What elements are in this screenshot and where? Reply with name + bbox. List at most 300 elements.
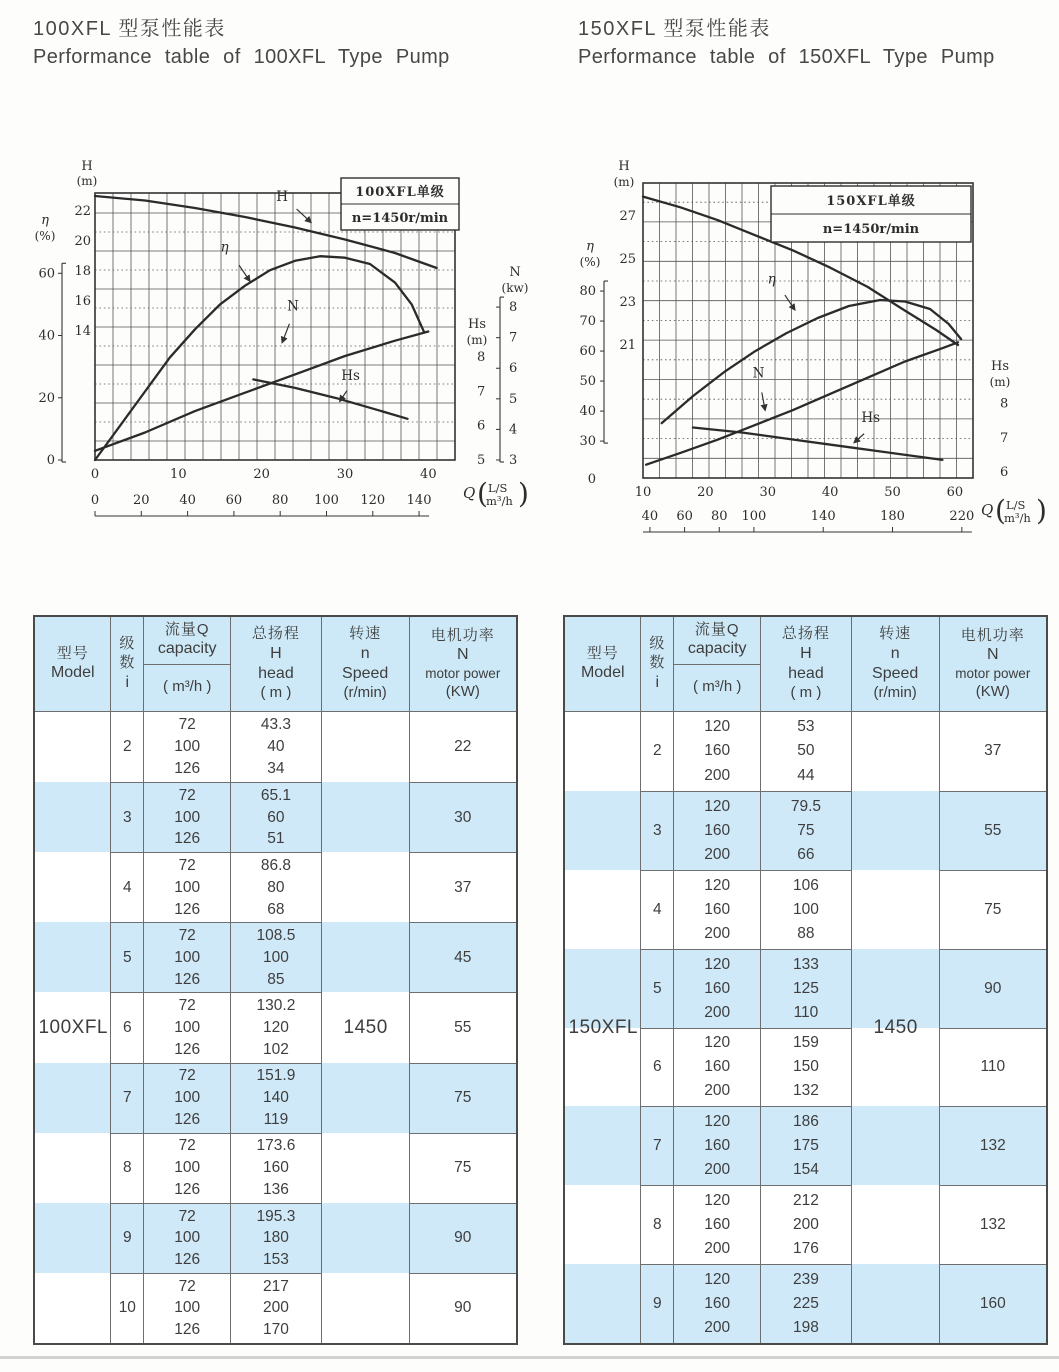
stage-group-row bbox=[565, 712, 1046, 791]
power-cell: 75 bbox=[410, 1063, 516, 1133]
speed-span-cell bbox=[322, 1203, 410, 1273]
capacity-value: 200 bbox=[704, 845, 731, 863]
stage-cell: 6 bbox=[641, 1028, 674, 1107]
head-values bbox=[231, 1063, 321, 1133]
head-value: 40 bbox=[267, 738, 285, 756]
model-span-cell bbox=[35, 1203, 111, 1273]
capacity-values bbox=[144, 1273, 231, 1343]
x-unit-m3h: m³/h bbox=[1004, 511, 1031, 525]
axis-tick-eta: 80 bbox=[579, 284, 596, 300]
stage-group-row bbox=[35, 852, 516, 922]
curve-label-Hs: Hs bbox=[341, 367, 360, 384]
stage-group-row bbox=[565, 1106, 1046, 1185]
axis-name-eta: η bbox=[586, 239, 594, 254]
axis-tick-N: 5 bbox=[509, 391, 518, 407]
svg-text:): ) bbox=[518, 477, 529, 510]
power-cell: 75 bbox=[940, 870, 1046, 949]
head-value: 60 bbox=[267, 808, 285, 826]
capacity-value: 72 bbox=[178, 1207, 196, 1225]
axis-tick-H: 25 bbox=[619, 251, 636, 267]
axis-tick-Hs: 7 bbox=[1000, 430, 1009, 446]
table-header-row bbox=[35, 617, 516, 712]
x-unit-ls: L/S bbox=[1006, 498, 1026, 512]
axis-name-Hs: Hs bbox=[467, 317, 487, 332]
capacity-value: 200 bbox=[704, 1161, 731, 1179]
axis-tick-Hs: 7 bbox=[477, 384, 486, 400]
capacity-value: 72 bbox=[178, 997, 196, 1015]
x-tick-ls: 40 bbox=[821, 485, 839, 500]
head-values bbox=[231, 712, 321, 782]
speed-span-cell bbox=[852, 1028, 940, 1107]
capacity-value: 72 bbox=[178, 1067, 196, 1085]
capacity-value: 126 bbox=[174, 830, 201, 848]
axis-tick-H: 18 bbox=[74, 264, 91, 279]
capacity-value: 72 bbox=[178, 1277, 196, 1295]
speed-span-cell bbox=[852, 1106, 940, 1185]
head-value: 175 bbox=[792, 1137, 819, 1155]
axis-name-H: H bbox=[81, 159, 93, 174]
head-values bbox=[231, 782, 321, 852]
capacity-values bbox=[144, 1063, 231, 1133]
model-span-cell bbox=[565, 870, 641, 949]
head-value: 217 bbox=[262, 1277, 289, 1295]
axis-tick-eta: 70 bbox=[579, 314, 596, 330]
stage-cell: 2 bbox=[111, 712, 144, 782]
stage-header-cell: 级 数 i bbox=[111, 617, 144, 711]
capacity-value: 126 bbox=[174, 900, 201, 918]
axis-tick-eta: 60 bbox=[579, 344, 596, 360]
capacity-header-cell: 流量Q capacity ( m³/h ) bbox=[674, 617, 761, 711]
capacity-value: 100 bbox=[174, 1159, 201, 1177]
x-tick-m3h: 220 bbox=[949, 509, 975, 524]
speed-span-cell bbox=[322, 922, 410, 992]
capacity-header-cell: 流量Q capacity ( m³/h ) bbox=[144, 617, 231, 711]
capacity-value: 126 bbox=[174, 1180, 201, 1198]
axis-name-eta: η bbox=[41, 213, 49, 228]
table-body bbox=[35, 712, 516, 1343]
axis-tick-N: 4 bbox=[509, 422, 518, 438]
head-value: 79.5 bbox=[790, 797, 822, 815]
head-values bbox=[761, 791, 851, 870]
capacity-values bbox=[674, 1028, 761, 1107]
head-value: 86.8 bbox=[260, 856, 292, 874]
head-value: 102 bbox=[262, 1040, 289, 1058]
capacity-values bbox=[144, 712, 231, 782]
stage-cell: 9 bbox=[111, 1203, 144, 1273]
power-header-cell: 电机功率 N motor power (KW) bbox=[955, 626, 1031, 700]
x-tick-m3h: 100 bbox=[741, 509, 767, 524]
capacity-values bbox=[674, 949, 761, 1028]
stage-cell: 3 bbox=[641, 791, 674, 870]
axis-tick-H: 23 bbox=[619, 294, 636, 310]
head-values bbox=[231, 1273, 321, 1343]
head-value: 173.6 bbox=[256, 1137, 296, 1155]
power-cell: 55 bbox=[940, 791, 1046, 870]
stage-group-row bbox=[35, 922, 516, 992]
axis-name-H: H bbox=[618, 159, 630, 174]
head-values bbox=[761, 1106, 851, 1185]
x-tick-m3h: 0 bbox=[90, 493, 100, 508]
power-cell: 90 bbox=[940, 949, 1046, 1028]
capacity-values bbox=[144, 922, 231, 992]
capacity-value: 100 bbox=[174, 878, 201, 896]
axis-tick-H: 20 bbox=[74, 234, 91, 249]
capacity-value: 200 bbox=[704, 1319, 731, 1337]
head-value: 80 bbox=[267, 878, 285, 896]
head-value: 132 bbox=[792, 1082, 819, 1100]
curve-label-N: N bbox=[752, 365, 765, 382]
curve-eta bbox=[95, 256, 424, 460]
axis-name-N: N bbox=[509, 265, 521, 280]
capacity-value: 160 bbox=[704, 979, 731, 997]
speed-label: 1450 bbox=[343, 1016, 388, 1038]
model-span-cell bbox=[35, 1133, 111, 1203]
head-values bbox=[231, 992, 321, 1062]
capacity-value: 160 bbox=[704, 821, 731, 839]
capacity-value: 126 bbox=[174, 1321, 201, 1339]
head-value: 225 bbox=[792, 1295, 819, 1313]
head-value: 44 bbox=[797, 766, 815, 784]
capacity-values bbox=[674, 1264, 761, 1343]
axis-tick-eta: 50 bbox=[579, 374, 596, 390]
x-tick-ls: 0 bbox=[90, 467, 100, 482]
stage-group-row bbox=[565, 791, 1046, 870]
power-cell: 132 bbox=[940, 1185, 1046, 1264]
capacity-value: 200 bbox=[704, 766, 731, 784]
stage-group-row bbox=[565, 870, 1046, 949]
left-title-en: Performance table of 100XFL Type Pump bbox=[33, 46, 450, 68]
curve-label-H: H bbox=[276, 189, 289, 206]
head-value: 88 bbox=[797, 924, 815, 942]
power-cell: 75 bbox=[410, 1133, 516, 1203]
x-tick-m3h: 120 bbox=[360, 493, 386, 508]
head-value: 75 bbox=[797, 821, 815, 839]
axis-tick-Hs: 6 bbox=[477, 418, 486, 434]
head-value: 100 bbox=[262, 948, 289, 966]
capacity-value: 120 bbox=[704, 1034, 731, 1052]
head-value: 34 bbox=[267, 760, 285, 778]
capacity-value: 160 bbox=[704, 742, 731, 760]
axis-tick-N: 6 bbox=[509, 361, 518, 377]
stage-group-row bbox=[35, 782, 516, 852]
stage-group-row bbox=[565, 1264, 1046, 1343]
speed-span-cell bbox=[322, 782, 410, 852]
head-header-cell: 总扬程 H head ( m ) bbox=[231, 617, 321, 711]
capacity-value: 126 bbox=[174, 1251, 201, 1269]
axis-tick-H: 16 bbox=[74, 294, 91, 309]
page-bottom-divider bbox=[0, 1356, 1059, 1359]
stage-cell: 5 bbox=[641, 949, 674, 1028]
capacity-value: 200 bbox=[704, 924, 731, 942]
model-span-cell bbox=[565, 712, 641, 791]
power-cell: 110 bbox=[940, 1028, 1046, 1107]
capacity-value: 100 bbox=[174, 738, 201, 756]
stage-cell: 4 bbox=[111, 852, 144, 922]
capacity-values bbox=[144, 1133, 231, 1203]
stage-cell: 9 bbox=[641, 1264, 674, 1343]
axis-tick-H: 22 bbox=[74, 204, 91, 219]
stage-cell: 10 bbox=[111, 1273, 144, 1343]
axis-unit-eta: (%) bbox=[579, 255, 601, 269]
capacity-values bbox=[674, 1106, 761, 1185]
curve-label-η: η bbox=[767, 271, 776, 288]
head-value: 200 bbox=[792, 1216, 819, 1234]
stage-cell: 8 bbox=[641, 1185, 674, 1264]
capacity-value: 126 bbox=[174, 1040, 201, 1058]
head-value: 159 bbox=[792, 1034, 819, 1052]
capacity-value: 200 bbox=[704, 1003, 731, 1021]
speed-span-cell bbox=[322, 1133, 410, 1203]
capacity-value: 120 bbox=[704, 1113, 731, 1131]
capacity-value: 72 bbox=[178, 716, 196, 734]
head-value: 195.3 bbox=[256, 1207, 296, 1225]
x-unit-m3h: m³/h bbox=[486, 494, 513, 508]
power-cell: 22 bbox=[454, 738, 472, 756]
capacity-values bbox=[674, 712, 761, 791]
stage-group-row bbox=[35, 1133, 516, 1203]
capacity-values bbox=[144, 782, 231, 852]
power-cell: 30 bbox=[410, 782, 516, 852]
head-value: 65.1 bbox=[260, 786, 292, 804]
axis-tick-eta: 40 bbox=[579, 404, 596, 420]
capacity-value: 72 bbox=[178, 1137, 196, 1155]
capacity-value: 160 bbox=[704, 1216, 731, 1234]
head-value: 125 bbox=[792, 979, 819, 997]
x-tick-m3h: 60 bbox=[676, 509, 693, 524]
stage-group-row bbox=[565, 1185, 1046, 1264]
axis-origin-eta: 0 bbox=[587, 472, 596, 487]
left-title-zh: 100XFL 型泵性能表 bbox=[33, 18, 226, 40]
axis-tick-eta: 40 bbox=[38, 328, 55, 344]
x-tick-m3h: 100 bbox=[314, 493, 339, 508]
speed-span-cell bbox=[852, 870, 940, 949]
x-tick-ls: 10 bbox=[170, 467, 187, 482]
model-span-cell bbox=[35, 1063, 111, 1133]
capacity-value: 100 bbox=[174, 1018, 201, 1036]
x-tick-ls: 30 bbox=[759, 485, 777, 500]
x-tick-m3h: 40 bbox=[179, 493, 196, 508]
capacity-values bbox=[144, 992, 231, 1062]
model-label: 150XFL bbox=[568, 1016, 638, 1038]
capacity-value: 160 bbox=[704, 1137, 731, 1155]
chart-speed-label: n=1450r/min bbox=[351, 211, 449, 226]
curve-label-η: η bbox=[220, 239, 229, 256]
x-tick-m3h: 180 bbox=[880, 509, 905, 524]
head-value: 154 bbox=[792, 1161, 819, 1179]
axis-tick-eta: 30 bbox=[579, 434, 596, 450]
capacity-value: 72 bbox=[178, 927, 196, 945]
capacity-value: 100 bbox=[174, 1229, 201, 1247]
head-value: 50 bbox=[797, 742, 815, 760]
head-values bbox=[761, 1028, 851, 1107]
chart-150xfl bbox=[558, 158, 1059, 558]
curve-Hs bbox=[253, 379, 407, 418]
axis-tick-H: 27 bbox=[619, 208, 636, 224]
capacity-value: 120 bbox=[704, 876, 731, 894]
capacity-values bbox=[674, 1185, 761, 1264]
model-span-cell bbox=[35, 1273, 111, 1343]
axis-tick-eta: 60 bbox=[38, 266, 55, 282]
axis-tick-eta: 0 bbox=[46, 453, 55, 468]
head-value: 119 bbox=[263, 1110, 289, 1128]
head-value: 180 bbox=[262, 1229, 289, 1247]
capacity-value: 100 bbox=[174, 1299, 201, 1317]
speed-span-cell bbox=[852, 949, 940, 1028]
head-values bbox=[761, 1185, 851, 1264]
x-tick-ls: 10 bbox=[634, 485, 652, 500]
axis-unit-N: (kw) bbox=[501, 281, 529, 295]
model-span-cell bbox=[35, 852, 111, 922]
head-value: 120 bbox=[262, 1018, 289, 1036]
head-values bbox=[761, 712, 851, 791]
head-value: 100 bbox=[792, 900, 819, 918]
chart-speed-label: n=1450r/min bbox=[822, 222, 920, 237]
axis-unit-H: (m) bbox=[76, 174, 98, 188]
model-span-cell bbox=[565, 1106, 641, 1185]
stage-group-row bbox=[35, 1203, 516, 1273]
model-span-cell bbox=[565, 1185, 641, 1264]
svg-text:): ) bbox=[1036, 494, 1047, 527]
head-value: 106 bbox=[792, 876, 819, 894]
stage-cell: 3 bbox=[111, 782, 144, 852]
power-cell: 37 bbox=[410, 852, 516, 922]
capacity-value: 126 bbox=[174, 760, 201, 778]
capacity-value: 126 bbox=[174, 1110, 201, 1128]
capacity-values bbox=[674, 791, 761, 870]
chart-100xfl bbox=[15, 158, 545, 558]
axis-name-Hs: Hs bbox=[990, 359, 1010, 374]
head-value: 212 bbox=[792, 1192, 819, 1210]
head-value: 239 bbox=[792, 1271, 819, 1289]
x-axis-label: Q bbox=[463, 484, 476, 502]
head-value: 153 bbox=[262, 1251, 289, 1269]
power-cell: 132 bbox=[940, 1106, 1046, 1185]
stage-cell: 2 bbox=[641, 712, 674, 791]
speed-span-cell bbox=[852, 791, 940, 870]
power-cell: 55 bbox=[410, 992, 516, 1062]
head-values bbox=[761, 949, 851, 1028]
head-values bbox=[231, 1203, 321, 1273]
axis-tick-Hs: 8 bbox=[477, 350, 486, 366]
capacity-values bbox=[144, 1203, 231, 1273]
performance-chart-svg bbox=[558, 158, 1059, 558]
head-value: 51 bbox=[267, 830, 285, 848]
capacity-value: 200 bbox=[704, 1240, 731, 1258]
axis-unit-eta: (%) bbox=[34, 229, 56, 243]
axis-tick-N: 8 bbox=[509, 300, 518, 316]
stage-cell: 7 bbox=[641, 1106, 674, 1185]
head-values bbox=[761, 1264, 851, 1343]
x-tick-ls: 20 bbox=[253, 467, 270, 482]
right-title-zh: 150XFL 型泵性能表 bbox=[578, 18, 771, 40]
stage-cell: 7 bbox=[111, 1063, 144, 1133]
speed-span-cell bbox=[852, 1264, 940, 1343]
model-span-cell bbox=[565, 949, 641, 1028]
curve-Hs bbox=[693, 428, 943, 460]
chart-model-label: 150XFL单级 bbox=[826, 194, 916, 209]
power-cell: 90 bbox=[410, 1203, 516, 1273]
model-span-cell bbox=[565, 1028, 641, 1107]
head-value: 136 bbox=[262, 1180, 289, 1198]
capacity-value: 126 bbox=[174, 970, 201, 988]
head-value: 150 bbox=[792, 1058, 819, 1076]
x-tick-m3h: 140 bbox=[810, 509, 836, 524]
x-tick-m3h: 80 bbox=[710, 509, 728, 524]
stage-cell: 5 bbox=[111, 922, 144, 992]
power-header-cell: 电机功率 N motor power (KW) bbox=[425, 626, 501, 700]
head-values bbox=[761, 870, 851, 949]
x-unit-ls: L/S bbox=[488, 481, 508, 495]
capacity-value: 100 bbox=[174, 1089, 201, 1107]
table-150xfl bbox=[563, 615, 1048, 1345]
head-value: 85 bbox=[267, 970, 285, 988]
axis-tick-eta: 20 bbox=[38, 390, 55, 406]
stage-header-cell: 级 数 i bbox=[641, 617, 674, 711]
x-tick-m3h: 140 bbox=[406, 493, 432, 508]
performance-chart-svg bbox=[15, 158, 545, 558]
speed-span-cell bbox=[852, 712, 940, 791]
capacity-value: 120 bbox=[704, 797, 731, 815]
head-values bbox=[231, 1133, 321, 1203]
x-tick-ls: 20 bbox=[697, 485, 714, 500]
model-span-cell bbox=[35, 712, 111, 782]
x-tick-ls: 50 bbox=[884, 485, 901, 500]
head-value: 170 bbox=[262, 1321, 289, 1339]
capacity-value: 160 bbox=[704, 1295, 731, 1313]
speed-header-cell: 转速 n Speed (r/min) bbox=[852, 617, 940, 711]
axis-tick-Hs: 8 bbox=[1000, 396, 1009, 412]
stage-group-row bbox=[35, 1273, 516, 1343]
head-value: 133 bbox=[792, 955, 819, 973]
x-tick-m3h: 20 bbox=[133, 493, 150, 508]
axis-tick-H: 21 bbox=[619, 338, 636, 354]
speed-span-cell bbox=[322, 1273, 410, 1343]
stage-group-row bbox=[565, 1028, 1046, 1107]
right-title-en: Performance table of 150XFL Type Pump bbox=[578, 46, 995, 68]
svg-text:(: ( bbox=[995, 494, 1006, 527]
model-span-cell bbox=[565, 1264, 641, 1343]
x-tick-m3h: 60 bbox=[225, 493, 243, 508]
capacity-value: 120 bbox=[704, 718, 731, 736]
capacity-value: 120 bbox=[704, 1192, 731, 1210]
model-span-cell bbox=[35, 992, 111, 1062]
capacity-values bbox=[144, 852, 231, 922]
axis-unit-H: (m) bbox=[613, 175, 635, 189]
head-value: 130.2 bbox=[256, 997, 296, 1015]
curve-label-N: N bbox=[287, 298, 299, 315]
model-label: 100XFL bbox=[38, 1016, 108, 1038]
model-span-cell bbox=[35, 782, 111, 852]
stage-cell: 6 bbox=[111, 992, 144, 1062]
head-value: 68 bbox=[267, 900, 285, 918]
speed-header-cell: 转速 n Speed (r/min) bbox=[322, 617, 410, 711]
speed-label: 1450 bbox=[873, 1016, 918, 1038]
axis-tick-Hs: 5 bbox=[477, 453, 486, 468]
head-values bbox=[231, 852, 321, 922]
stage-group-row bbox=[35, 1063, 516, 1133]
axis-tick-N: 7 bbox=[509, 330, 518, 346]
head-value: 53 bbox=[797, 718, 815, 736]
speed-span-cell bbox=[322, 992, 410, 1062]
speed-span-cell bbox=[322, 1063, 410, 1133]
capacity-value: 72 bbox=[178, 786, 196, 804]
power-cell: 160 bbox=[940, 1264, 1046, 1343]
head-value: 176 bbox=[792, 1240, 819, 1258]
head-values bbox=[231, 922, 321, 992]
head-header-cell: 总扬程 H head ( m ) bbox=[761, 617, 851, 711]
capacity-values bbox=[674, 870, 761, 949]
svg-text:(: ( bbox=[477, 477, 488, 510]
